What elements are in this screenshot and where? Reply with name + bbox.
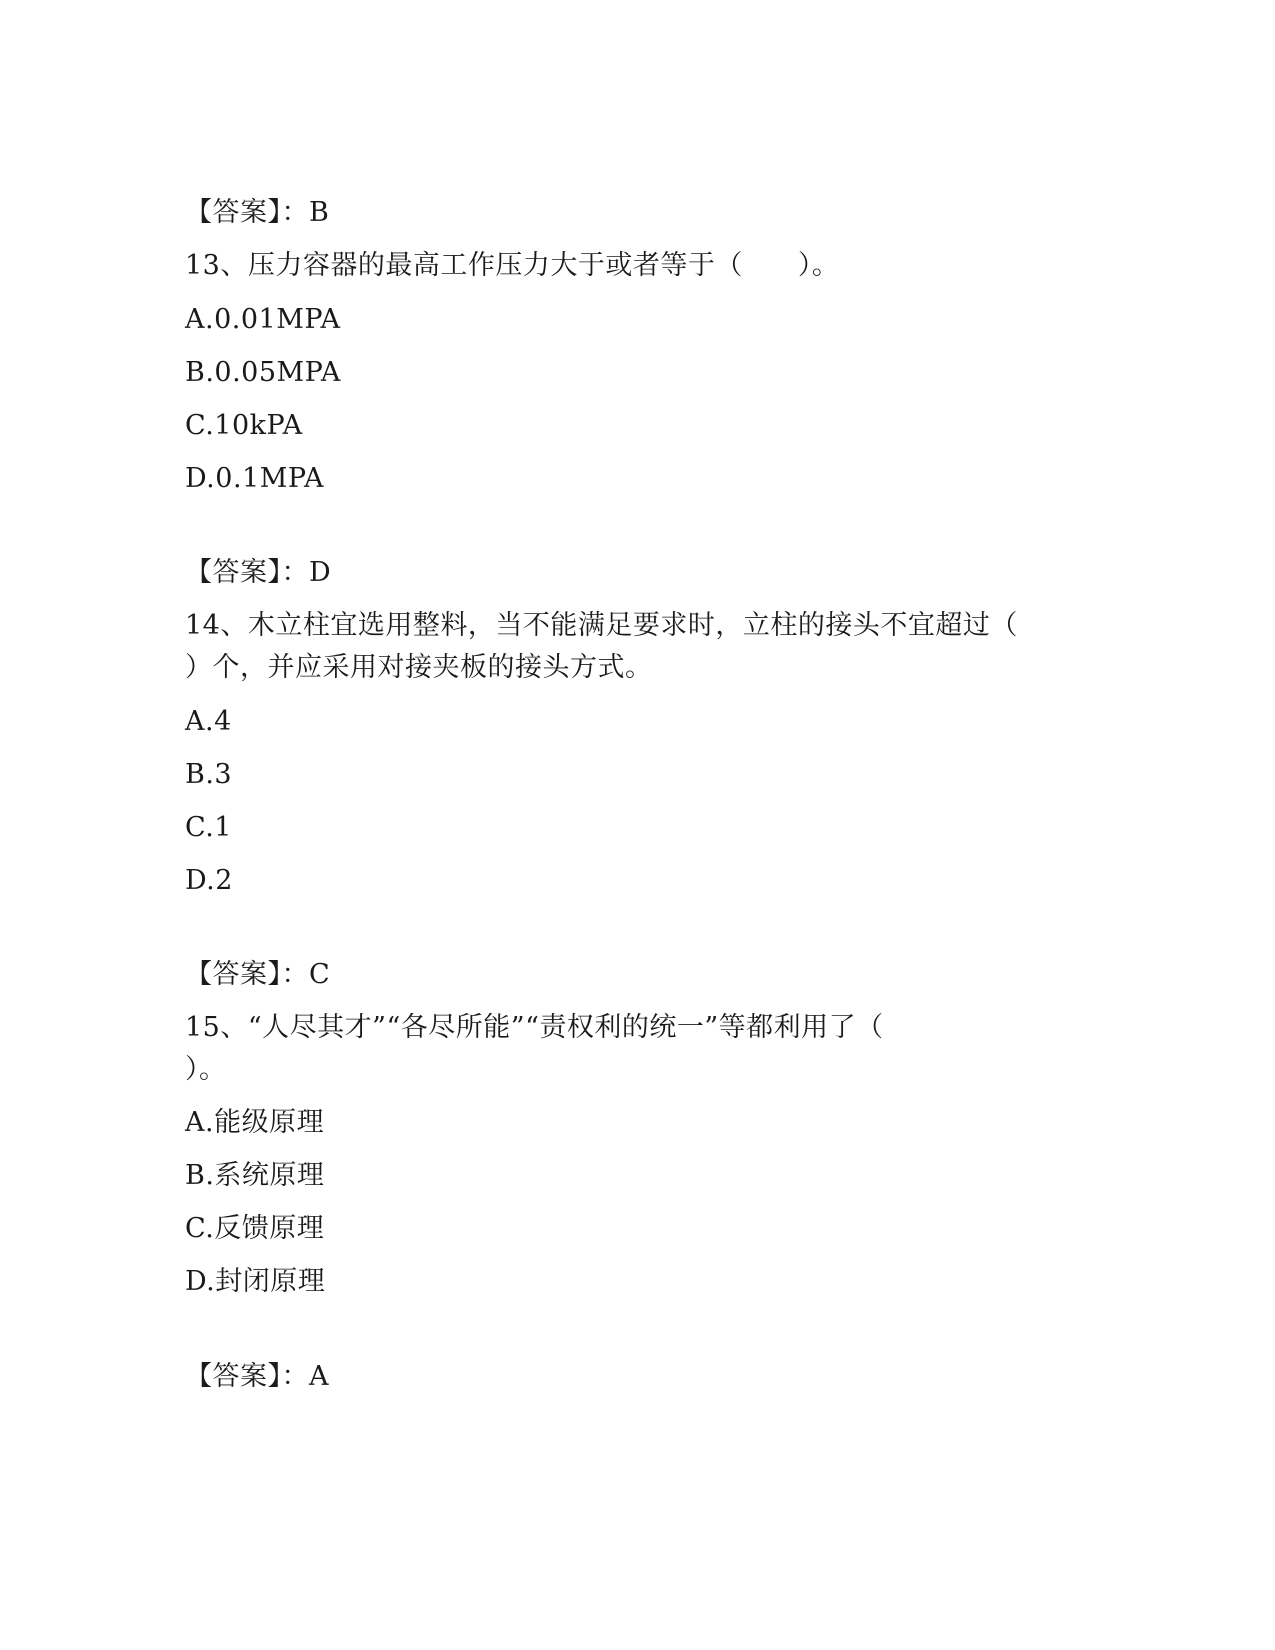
- q14-option-c: C.1: [185, 812, 232, 843]
- question-13: 13、压力容器的最高工作压力大于或者等于（ ）。: [185, 250, 840, 281]
- q15-option-a: A.能级原理: [185, 1107, 325, 1138]
- q14-option-d: D.2: [185, 865, 233, 896]
- q13-option-a: A.0.01MPA: [185, 304, 341, 335]
- q14-option-a: A.4: [185, 706, 232, 737]
- q15-option-c: C.反馈原理: [185, 1213, 325, 1244]
- q13-option-d: D.0.1MPA: [185, 463, 325, 494]
- q14-answer: 【答案】：C: [185, 959, 331, 990]
- question-14-line1: 14、木立柱宜选用整料，当不能满足要求时，立柱的接头不宜超过（: [185, 610, 1018, 641]
- q15-option-b: B.系统原理: [185, 1160, 325, 1191]
- q15-answer: 【答案】：A: [185, 1361, 329, 1392]
- q13-option-b: B.0.05MPA: [185, 357, 341, 388]
- q14-option-b: B.3: [185, 759, 233, 790]
- q15-option-d: D.封闭原理: [185, 1266, 326, 1297]
- question-15-line1: 15、“人尽其才”“各尽所能”“责权利的统一”等都利用了（: [185, 1012, 884, 1043]
- answer-prev: 【答案】：B: [185, 197, 330, 228]
- q13-option-c: C.10kPA: [185, 410, 303, 441]
- question-14-line2: ）个，并应采用对接夹板的接头方式。: [185, 652, 653, 683]
- question-15-line2: ）。: [185, 1054, 227, 1085]
- q13-answer: 【答案】：D: [185, 557, 332, 588]
